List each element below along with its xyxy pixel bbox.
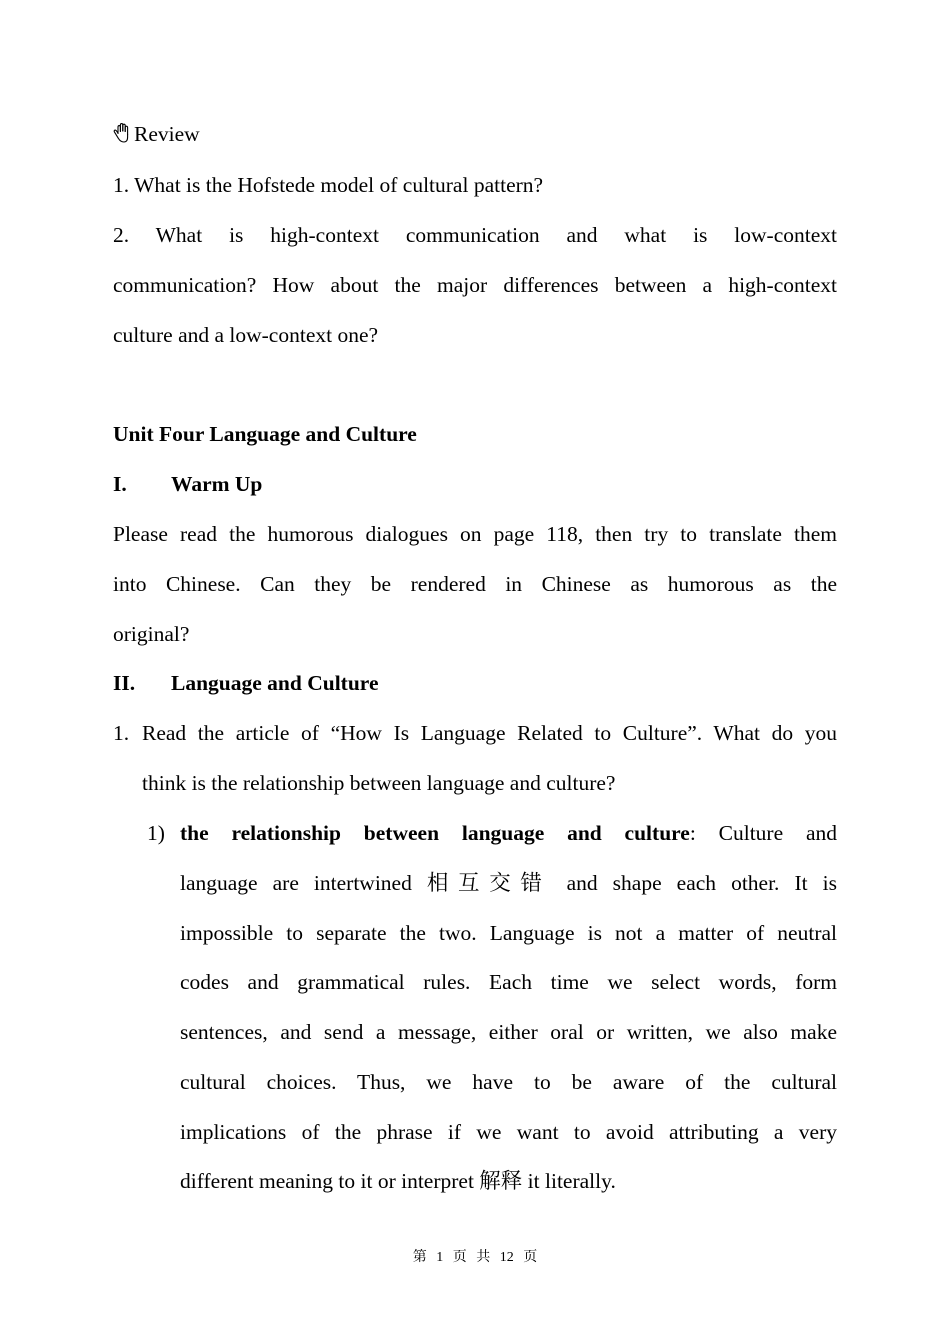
unit-title: Unit Four Language and Culture (113, 422, 417, 446)
section-1-heading (113, 469, 837, 499)
section-1-number: I. (113, 472, 127, 496)
section-1-title: Warm Up (171, 472, 263, 496)
sub-item-1-line-8: different meaning to it or interpret 解释 it literally. (180, 1169, 616, 1193)
review-title: Review (134, 122, 200, 146)
review-question-2-line-2: communication? How about the major differences between a high-context (113, 273, 837, 297)
sub-item-1-line-1 (180, 818, 837, 848)
sub-item-1-line-3: impossible to separate the two. Language is not a matter of neutral (180, 921, 837, 945)
list-item-1-line-2: think is the relationship between language and culture? (142, 771, 616, 795)
section-2-heading (113, 668, 837, 698)
review-question-2-line-3: culture and a low-context one? (113, 323, 379, 347)
sub-item-1-line-2: language are intertwined 相互交错 and shape each other. It is (180, 871, 837, 895)
section-1-text-line-2: into Chinese. Can they be rendered in Chinese as humorous as the (113, 572, 837, 596)
list-item-1-number: 1. (113, 721, 130, 745)
review-question-1: 1. What is the Hofstede model of cultural pattern? (113, 173, 544, 197)
list-item-1-line-1: Read the article of “How Is Language Related to Culture”. What do you (142, 721, 837, 745)
sub-item-1-bold-term: the relationship between language and culture (180, 821, 690, 845)
section-1-text-line-1: Please read the humorous dialogues on page 118, then try to translate them (113, 522, 837, 546)
sub-item-1-line-1-rest: : Culture and (689, 821, 837, 845)
section-2-title: Language and Culture (171, 671, 379, 695)
section-2-number: II. (113, 671, 136, 695)
sub-item-1-line-4: codes and grammatical rules. Each time we select words, form (180, 970, 837, 994)
sub-item-1-line-6: cultural choices. Thus, we have to be aware of the cultural (180, 1070, 837, 1094)
sub-item-1-line-7: implications of the phrase if we want to avoid attributing a very (180, 1120, 837, 1144)
page-footer: 第 1 页 共 12 页 (412, 1250, 538, 1265)
review-heading (113, 119, 837, 149)
section-1-text-line-3: original? (113, 622, 190, 646)
sub-item-1-number: 1) (147, 821, 165, 845)
sub-item-1-line-5: sentences, and send a message, either oral or written, we also make (180, 1020, 837, 1044)
raised-hand-icon (113, 122, 133, 144)
review-question-2-line-1: 2. What is high-context communication and what is low-context (113, 223, 837, 247)
